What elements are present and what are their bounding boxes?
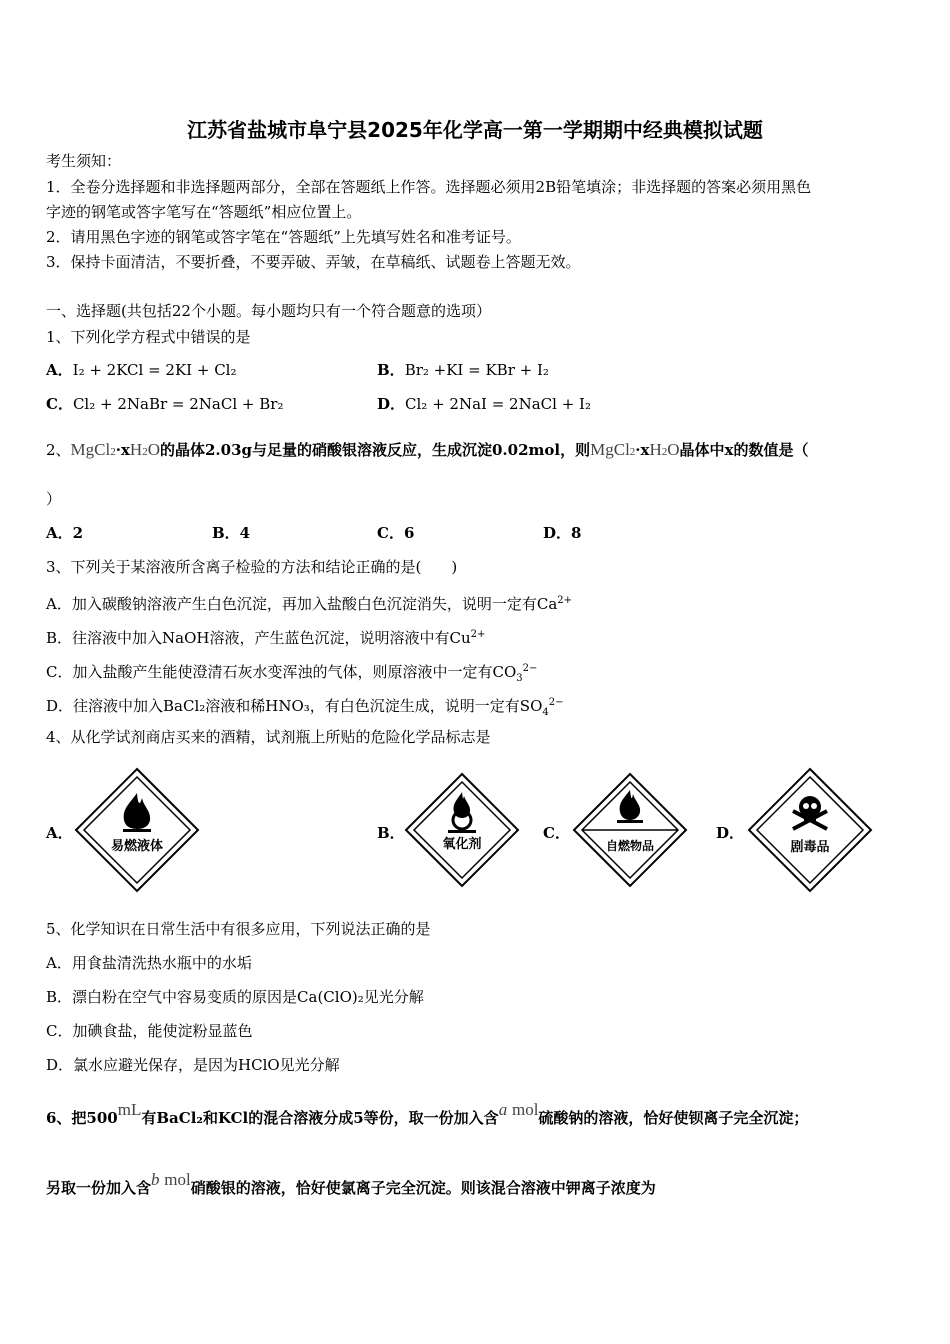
notice-line-1: 1．全卷分选择题和非选择题两部分，全部在答题纸上作答。选择题必须用2B铅笔填涂；非选择题的答案必须用黑色 — [46, 178, 812, 196]
option-text: B．往溶液中加入NaOH溶液，产生蓝色沉淀，说明溶液中有Cu — [46, 629, 471, 647]
formula-sub: 2 — [110, 446, 116, 458]
sign-label: 氧化剂 — [442, 837, 482, 852]
flammable-liquid-sign — [72, 765, 202, 895]
q4-option-c-letter: C． — [543, 824, 570, 842]
q4-stem: 4、从化学试剂商店买来的酒精，试剂瓶上所贴的危险化学品标志是 — [46, 728, 491, 746]
formula-h: H — [129, 440, 143, 459]
q2-text-tail: 晶体中x的数值是（ — [679, 441, 809, 459]
option-letter: D． — [377, 395, 406, 413]
option-text: Cl₂ + 2NaI = 2NaCl + I₂ — [405, 395, 591, 413]
q4-option-b-letter: B． — [377, 824, 405, 842]
q3-option-c — [46, 659, 537, 689]
page-title: 江苏省盐城市阜宁县2025年化学高一第一学期期中经典模拟试题 — [187, 118, 763, 142]
sign-label: 自燃物品 — [605, 839, 655, 853]
notice-line-4: 3．保持卡面清洁，不要折叠，不要弄破、弄皱，在草稿纸、试题卷上答题无效。 — [46, 253, 581, 271]
q2-option-a: A．2 — [46, 524, 84, 542]
q1-stem: 1、下列化学方程式中错误的是 — [46, 328, 251, 346]
q3-option-a — [46, 591, 572, 614]
q5-stem: 5、化学知识在日常生活中有很多应用，下列说法正确的是 — [46, 920, 431, 938]
formula-o: O — [147, 440, 160, 459]
q1-option-b — [377, 360, 549, 380]
var-b: b — [151, 1170, 160, 1189]
charge-sup: 2+ — [470, 629, 486, 640]
q4-option-a-letter: A． — [46, 824, 73, 842]
formula-sub: 2 — [142, 446, 148, 458]
q2-option-c: C．6 — [377, 524, 415, 542]
option-text: D．往溶液中加入BaCl₂溶液和稀HNO₃，有白色沉淀生成，说明一定有SO — [46, 697, 543, 715]
q1-option-a — [46, 360, 236, 380]
q4-option-d-letter: D． — [716, 824, 745, 842]
q5-option-c: C．加碘食盐，能使淀粉显蓝色 — [46, 1022, 253, 1040]
unit-mol: mol — [164, 1170, 191, 1189]
q6-line-2 — [46, 1162, 656, 1206]
notice-line-3: 2．请用黑色字迹的钢笔或答字笔在“答题纸”上先填写姓名和准考证号。 — [46, 228, 521, 246]
formula-mgcl: MgCl — [590, 440, 630, 459]
formula-sub: 3 — [516, 673, 523, 684]
formula-sub: 2 — [661, 446, 668, 458]
option-text: Cl₂ + 2NaBr = 2NaCl + Br₂ — [72, 395, 284, 413]
option-text: I₂ + 2KCl = 2KI + Cl₂ — [72, 361, 237, 379]
q3-option-d — [46, 693, 564, 723]
formula-sub: 4 — [542, 707, 549, 718]
q1-option-c — [46, 394, 283, 414]
sign-label: 剧毒品 — [790, 840, 830, 855]
option-text: A．加入碳酸钠溶液产生白色沉淀，再加入盐酸白色沉淀消失，说明一定有Ca — [46, 595, 558, 613]
charge-sup: 2+ — [557, 595, 573, 606]
q6-text: 6、把500 — [46, 1109, 118, 1127]
notice-line-2: 字迹的钢笔或答字笔写在“答题纸”相应位置上。 — [46, 203, 362, 221]
q2-option-d: D．8 — [543, 524, 582, 542]
formula-o: O — [667, 440, 680, 459]
q6-text: 有BaCl₂和KCl的混合溶液分成5等份，取一份加入含 — [141, 1109, 499, 1127]
section-heading: 一、选择题(共包括22个小题。每小题均只有一个符合题意的选项） — [46, 302, 491, 320]
unit-mol: mol — [511, 1100, 539, 1119]
q6-text: 硝酸银的溶液，恰好使氯离子完全沉淀。则该混合溶液中钾离子浓度为 — [190, 1179, 656, 1197]
toxic-sign — [745, 765, 875, 895]
q6-text: 硫酸钠的溶液，恰好使钡离子完全沉淀； — [538, 1109, 809, 1127]
oxidizer-sign — [402, 770, 522, 890]
formula-mgcl: MgCl — [70, 440, 111, 459]
option-letter: C． — [46, 395, 73, 413]
formula-dotx: ·x — [115, 441, 130, 459]
option-text: C．加入盐酸产生能使澄清石灰水变浑浊的气体，则原溶液中一定有CO — [46, 663, 517, 681]
notice-heading: 考生须知： — [46, 152, 122, 170]
spontaneous-combustion-sign — [570, 770, 690, 890]
formula-sub: 2 — [629, 446, 636, 458]
charge-sup: 2− — [548, 697, 564, 708]
q2-option-b: B．4 — [212, 524, 251, 542]
unit-ml: mL — [117, 1100, 142, 1119]
question-number: 2、 — [46, 441, 71, 459]
q2-text-mid: 的晶体2.03g与足量的硝酸银溶液反应，生成沉淀0.02mol，则 — [159, 441, 591, 459]
q5-option-d: D．氯水应避光保存，是因为HClO见光分解 — [46, 1056, 340, 1074]
formula-h: H — [649, 440, 662, 459]
q6-line-1 — [46, 1092, 808, 1136]
q1-option-d — [377, 394, 591, 414]
formula-dotx: ·x — [635, 441, 650, 459]
q3-stem: 3、下列关于某溶液所含离子检验的方法和结论正确的是( ) — [46, 558, 458, 576]
q5-option-b: B．漂白粉在空气中容易变质的原因是Ca(ClO)₂见光分解 — [46, 988, 424, 1006]
q5-option-a: A．用食盐清洗热水瓶中的水垢 — [46, 954, 252, 972]
var-a: a — [498, 1100, 508, 1119]
q3-option-b — [46, 625, 485, 648]
charge-sup: 2− — [522, 663, 538, 674]
q2-close: ） — [46, 490, 62, 508]
q6-text: 另取一份加入含 — [46, 1179, 152, 1197]
option-letter: B． — [377, 361, 405, 379]
q2-stem — [46, 438, 808, 464]
sign-label: 易燃液体 — [110, 839, 164, 854]
option-letter: A． — [46, 361, 73, 379]
option-text: Br₂ +KI = KBr + I₂ — [404, 361, 549, 379]
